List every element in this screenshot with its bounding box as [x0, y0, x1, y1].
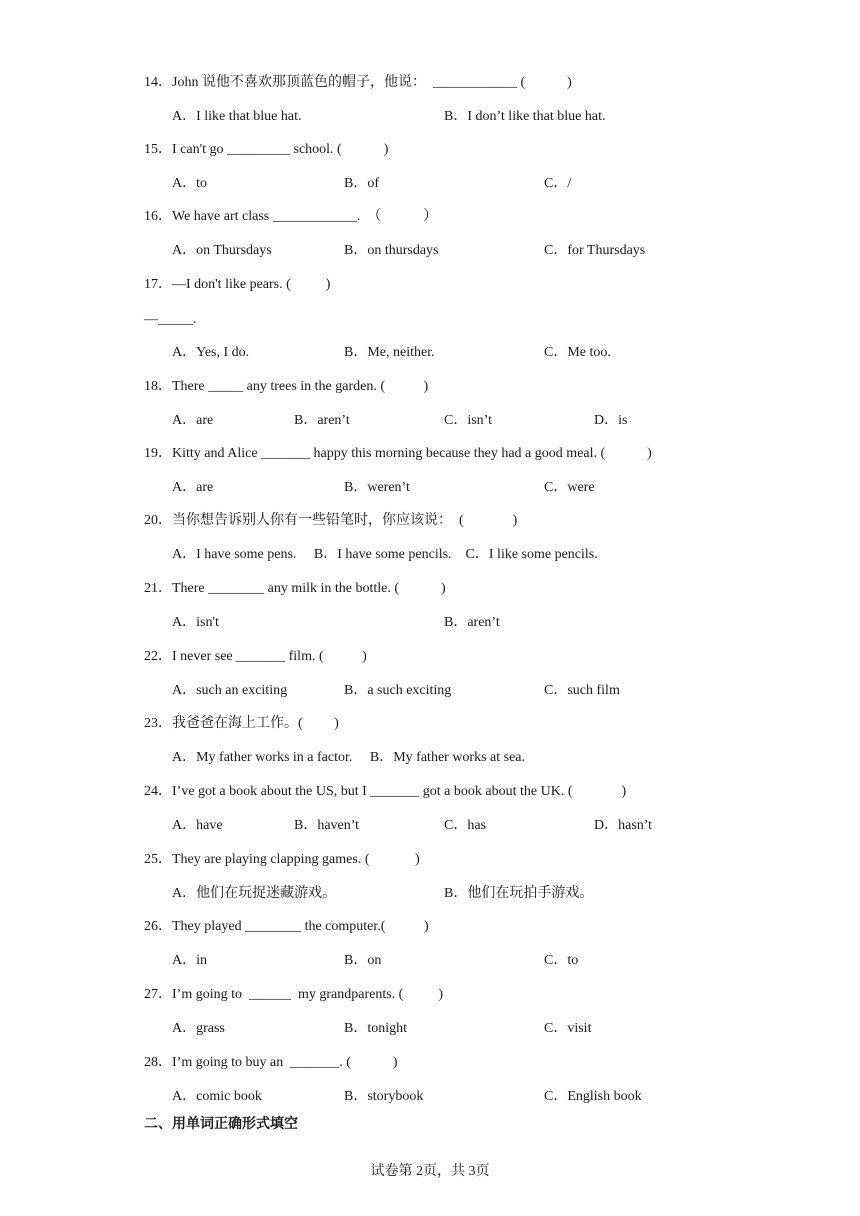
question-17-option: C．Me too. — [544, 345, 611, 360]
question-16: 16．We have art class ____________. （ ） — [144, 209, 438, 224]
question-17-option: B．Me, neither. — [344, 345, 435, 360]
question-22: 22．I never see _______ film. ( ) — [144, 649, 367, 664]
question-14-option: B．I don’t like that blue hat. — [444, 109, 606, 124]
question-27-option: A．grass — [172, 1021, 225, 1036]
question-15-option: B．of — [344, 176, 379, 191]
question-22-option: B．a such exciting — [344, 683, 452, 698]
question-17-reply-line: —_____. — [144, 312, 197, 327]
question-19: 19．Kitty and Alice _______ happy this morning because they had a good meal. ( ) — [144, 446, 652, 461]
question-21-option: B．aren’t — [444, 615, 500, 630]
question-20-option: A．I have some pens. B．I have some pencils. C．I like some pencils. — [172, 547, 598, 562]
question-15: 15．I can't go _________ school. ( ) — [144, 142, 389, 157]
question-14: 14．John 说他不喜欢那顶蓝色的帽子，他说： ____________ ( ) — [144, 75, 572, 90]
question-28-option: B．storybook — [344, 1089, 424, 1104]
question-24-option: D．hasn’t — [594, 818, 653, 833]
question-27-option: B．tonight — [344, 1021, 408, 1036]
question-24-option: A．have — [172, 818, 223, 833]
question-28: 28．I’m going to buy an _______. ( ) — [144, 1055, 398, 1070]
question-23-option: A．My father works in a factor. B．My father works at sea. — [172, 750, 526, 765]
question-25: 25．They are playing clapping games. ( ) — [144, 852, 420, 867]
question-28-option: A．comic book — [172, 1089, 262, 1104]
question-18-option: C．isn’t — [444, 413, 492, 428]
question-26-option: B．on — [344, 953, 382, 968]
question-18: 18．There _____ any trees in the garden. ( ) — [144, 379, 429, 394]
question-21-option: A．isn't — [172, 615, 219, 630]
question-27-option: C．visit — [544, 1021, 592, 1036]
question-24: 24．I’ve got a book about the US, but I _______ got a book about the UK. ( ) — [144, 784, 627, 799]
question-14-option: A．I like that blue hat. — [172, 109, 302, 124]
question-22-option: A．such an exciting — [172, 683, 288, 698]
question-18-option: B．aren’t — [294, 413, 350, 428]
question-26-option: A．in — [172, 953, 207, 968]
question-19-option: C．were — [544, 480, 595, 495]
question-15-option: C．/ — [544, 176, 572, 191]
question-18-option: A．are — [172, 413, 214, 428]
question-24-option: C．has — [444, 818, 486, 833]
question-18-option: D．is — [594, 413, 628, 428]
question-19-option: A．are — [172, 480, 214, 495]
question-21: 21．There ________ any milk in the bottle. ( ) — [144, 581, 446, 596]
question-23: 23．我爸爸在海上工作。( ) — [144, 716, 339, 731]
page-footer: 试卷第 2页，共 3页 — [370, 1164, 490, 1179]
question-17-option: A．Yes, I do. — [172, 345, 250, 360]
question-25-option: A．他们在玩捉迷藏游戏。 — [172, 886, 337, 901]
question-22-option: C．such film — [544, 683, 620, 698]
question-25-option: B．他们在玩拍手游戏。 — [444, 886, 594, 901]
question-19-option: B．weren’t — [344, 480, 410, 495]
question-17: 17．—I don't like pears. ( ) — [144, 277, 331, 292]
question-16-option: C．for Thursdays — [544, 243, 646, 258]
question-26-option: C．to — [544, 953, 579, 968]
question-28-option: C．English book — [544, 1089, 642, 1104]
section-title: 二、用单词正确形式填空 — [144, 1116, 298, 1132]
question-24-option: B．haven’t — [294, 818, 360, 833]
question-27: 27．I’m going to ______ my grandparents. ( ) — [144, 987, 444, 1002]
question-26: 26．They played ________ the computer.( ) — [144, 919, 429, 934]
question-20: 20．当你想告诉别人你有一些铅笔时，你应该说： ( ) — [144, 513, 518, 528]
question-16-option: A．on Thursdays — [172, 243, 272, 258]
question-15-option: A．to — [172, 176, 207, 191]
question-16-option: B．on thursdays — [344, 243, 439, 258]
